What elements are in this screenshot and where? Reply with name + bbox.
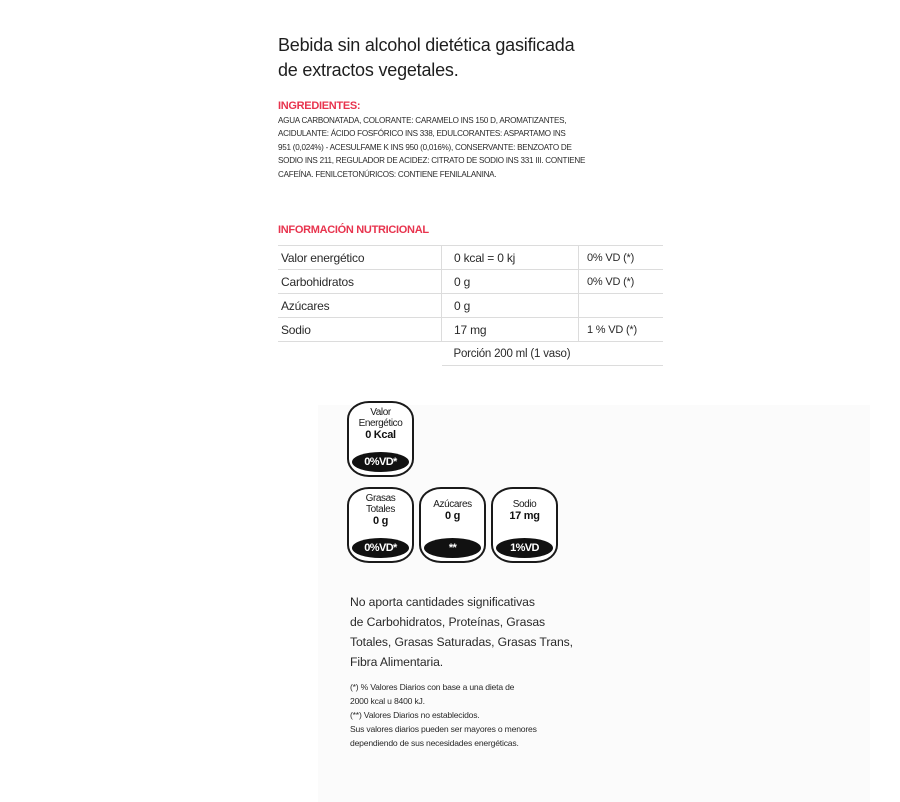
ingredients-line: AGUA CARBONATADA, COLORANTE: CARAMELO INS 150 D, AROMATIZANTES, — [278, 116, 567, 125]
sodium-badge — [491, 487, 558, 563]
ingredients-line: CAFEÍNA. FENILCETONÚRICOS: CONTIENE FENILALANINA. — [278, 169, 497, 179]
footnote-line: 2000 kcal u 8400 kJ. — [350, 695, 425, 706]
badge-value: 17 mg — [509, 510, 540, 522]
badge-value: 0 g — [373, 515, 388, 527]
badge-label: Valor — [370, 407, 391, 418]
portion-size: Porción 200 ml (1 vaso) — [442, 342, 664, 366]
nutrient-amount: 0 g — [442, 270, 579, 294]
table-row — [278, 294, 663, 318]
total-fat-badge — [347, 487, 414, 563]
badge-vd-pill: 1%VD — [496, 538, 553, 558]
badge-label: Sodio — [512, 499, 537, 510]
nutrient-name: Sodio — [278, 318, 442, 342]
ingredients-line: ACIDULANTE: ÁCIDO FOSFÓRICO INS 338, EDULCORANTES: ASPARTAMO INS — [278, 129, 566, 139]
ingredients-line: 951 (0,024%) - ACESULFAME K INS 950 (0,016%), CONSERVANTE: BENZOATO DE — [278, 142, 572, 152]
note-line: No aporta cantidades significativas — [350, 595, 535, 609]
nutrient-vd: 1 % VD (*) — [579, 318, 664, 342]
nutrient-name: Valor energético — [278, 246, 442, 270]
nutrient-name: Azúcares — [278, 294, 442, 318]
badge-label: Energético — [358, 418, 403, 429]
badge-label: Totales — [366, 504, 395, 515]
nutrient-vd — [579, 294, 664, 318]
product-description-line: Bebida sin alcohol dietética gasificada — [278, 35, 575, 55]
table-row — [278, 342, 663, 366]
nutrient-name: Carbohidratos — [278, 270, 442, 294]
product-description-line: de extractos vegetales. — [278, 60, 459, 80]
footnote-line: dependiendo de sus necesidades energéticas. — [350, 737, 519, 748]
footnote-line: (*) % Valores Diarios con base a una dieta de — [350, 682, 515, 692]
nutrient-vd: 0% VD (*) — [579, 270, 664, 294]
table-row — [278, 246, 663, 270]
no-significant-amounts-note — [350, 592, 670, 672]
table-row — [278, 318, 663, 342]
footnote-daily-values — [350, 681, 650, 708]
nutrition-heading: INFORMACIÓN NUTRICIONAL — [278, 224, 429, 236]
energy-badge — [347, 401, 414, 477]
badge-value: 0 g — [445, 510, 460, 522]
badge-vd-pill: 0%VD* — [352, 452, 409, 472]
table-row — [278, 270, 663, 294]
sugar-badge — [419, 487, 486, 563]
nutrient-amount: 0 kcal = 0 kj — [442, 246, 579, 270]
nutrition-table — [278, 245, 663, 366]
nutrient-vd: 0% VD (*) — [579, 246, 664, 270]
footnote-line: Sus valores diarios pueden ser mayores o menores — [350, 724, 537, 734]
note-line: Totales, Grasas Saturadas, Grasas Trans, — [350, 635, 573, 649]
footnote-not-established: (**) Valores Diarios no establecidos. — [350, 710, 480, 720]
badge-vd-pill: 0%VD* — [352, 538, 409, 558]
ingredients-line: SODIO INS 211, REGULADOR DE ACIDEZ: CITRATO DE SODIO INS 331 III. CONTIENE — [278, 156, 586, 166]
nutrient-amount: 17 mg — [442, 318, 579, 342]
badge-vd-pill: ** — [424, 538, 481, 558]
footnote-energy-needs — [350, 723, 650, 750]
nutrient-amount: 0 g — [442, 294, 579, 318]
badge-value: 0 Kcal — [365, 429, 396, 441]
badge-label: Azúcares — [433, 499, 472, 510]
note-line: de Carbohidratos, Proteínas, Grasas — [350, 615, 545, 629]
badge-label: Grasas — [365, 493, 396, 504]
ingredients-text — [278, 114, 660, 181]
blank-cell — [278, 342, 442, 366]
product-description — [278, 33, 658, 83]
ingredients-heading: INGREDIENTES: — [278, 100, 361, 112]
note-line: Fibra Alimentaria. — [350, 655, 444, 669]
